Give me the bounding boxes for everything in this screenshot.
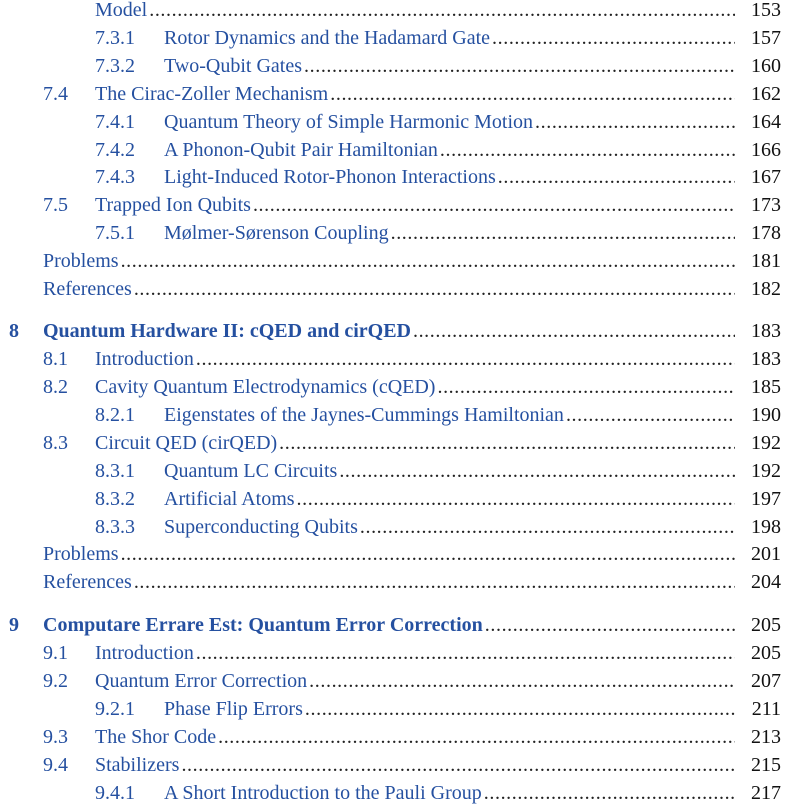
entry-number: 8.2.1: [95, 404, 135, 426]
page-number: 160: [751, 55, 781, 77]
dot-leader: [149, 0, 735, 24]
page-number: 207: [751, 670, 781, 692]
page-number: 178: [751, 222, 781, 244]
toc-entry[interactable]: [0, 108, 800, 136]
page-number: 192: [751, 460, 781, 482]
entry-title-link[interactable]: Introduction: [95, 642, 194, 664]
toc-entry[interactable]: [0, 639, 800, 667]
entry-title-link[interactable]: Trapped Ion Qubits: [95, 194, 251, 216]
page-number: 211: [751, 698, 781, 720]
entry-number: 9.4: [43, 754, 68, 776]
entry-title-link[interactable]: References: [43, 571, 132, 593]
entry-number: 8.2: [43, 376, 68, 398]
toc-entry[interactable]: [0, 24, 800, 52]
entry-title-link[interactable]: Mølmer-Sørenson Coupling: [164, 222, 389, 244]
entry-number: 9: [9, 614, 19, 636]
entry-number: 7.4.3: [95, 166, 135, 188]
dot-leader: [181, 751, 735, 779]
toc-entry[interactable]: [0, 401, 800, 429]
toc-entry[interactable]: [0, 667, 800, 695]
toc-entry[interactable]: [0, 373, 800, 401]
toc-entry[interactable]: [0, 80, 800, 108]
dot-leader: [279, 429, 735, 457]
page-number: 217: [751, 782, 781, 804]
entry-title-link[interactable]: Circuit QED (cirQED): [95, 432, 278, 454]
entry-title-link[interactable]: References: [43, 278, 132, 300]
page-number: 201: [751, 543, 781, 565]
dot-leader: [566, 401, 735, 429]
dot-leader: [196, 639, 735, 667]
dot-leader: [297, 485, 735, 513]
page-number: 204: [751, 571, 781, 593]
page-number: 205: [751, 642, 781, 664]
entry-title-link[interactable]: Eigenstates of the Jaynes-Cummings Hamiltonian: [164, 404, 564, 426]
toc-entry[interactable]: [0, 163, 800, 191]
entry-title-link[interactable]: The Shor Code: [95, 726, 217, 748]
dot-leader: [196, 345, 735, 373]
dot-leader: [309, 667, 735, 695]
entry-title-link[interactable]: Quantum Hardware II: cQED and cirQED: [43, 320, 411, 342]
entry-title-link[interactable]: A Short Introduction to the Pauli Group: [164, 782, 482, 804]
entry-number: 9.4.1: [95, 782, 135, 804]
backmatter-entry[interactable]: [0, 568, 800, 596]
dot-leader: [413, 317, 735, 345]
entry-number: 8.3.2: [95, 488, 135, 510]
dot-leader: [304, 52, 735, 80]
dot-leader: [121, 247, 735, 275]
page-number: 185: [751, 376, 781, 398]
page-number: 198: [751, 516, 781, 538]
toc-entry[interactable]: [0, 219, 800, 247]
toc-entry[interactable]: [0, 52, 800, 80]
entry-number: 8.1: [43, 348, 68, 370]
dot-leader: [492, 24, 735, 52]
entry-number: 8.3: [43, 432, 68, 454]
page-number: 192: [751, 432, 781, 454]
entry-number: 9.2.1: [95, 698, 135, 720]
page-number: 183: [751, 348, 781, 370]
entry-title-link[interactable]: Two-Qubit Gates: [164, 55, 303, 77]
entry-title-link[interactable]: The Cirac-Zoller Mechanism: [95, 83, 329, 105]
page-number: 164: [751, 111, 781, 133]
page-number: 213: [751, 726, 781, 748]
page-number: 162: [751, 83, 781, 105]
toc-entry[interactable]: [0, 779, 800, 807]
entry-number: 7.5: [43, 194, 68, 216]
toc-entry[interactable]: [0, 485, 800, 513]
toc-entry[interactable]: [0, 429, 800, 457]
entry-title-link[interactable]: Artificial Atoms: [164, 488, 295, 510]
toc-entry[interactable]: [0, 695, 800, 723]
page-number: 181: [751, 250, 781, 272]
page-number: 182: [751, 278, 781, 300]
entry-title-link[interactable]: Quantum LC Circuits: [164, 460, 338, 482]
dot-leader: [305, 695, 735, 723]
toc-entry[interactable]: [0, 191, 800, 219]
toc-entry[interactable]: [0, 136, 800, 164]
page-number: 157: [751, 27, 781, 49]
chapter-entry[interactable]: [0, 611, 800, 639]
dot-leader: [253, 191, 735, 219]
dot-leader: [498, 163, 735, 191]
entry-title-link[interactable]: Stabilizers: [95, 754, 180, 776]
entry-number: 7.4: [43, 83, 68, 105]
page-number: 173: [751, 194, 781, 216]
page-number: 167: [751, 166, 781, 188]
toc-entry[interactable]: [0, 513, 800, 541]
toc-entry[interactable]: [0, 457, 800, 485]
entry-number: 9.3: [43, 726, 68, 748]
toc-entry[interactable]: [0, 723, 800, 751]
page-number: 215: [751, 754, 781, 776]
dot-leader: [391, 219, 735, 247]
dot-leader: [134, 568, 735, 596]
entry-title-link[interactable]: Model: [95, 0, 148, 21]
dot-leader: [134, 275, 735, 303]
page-number: 153: [751, 0, 781, 21]
backmatter-entry[interactable]: [0, 540, 800, 568]
dot-leader: [485, 611, 735, 639]
entry-number: 7.3.2: [95, 55, 135, 77]
backmatter-entry[interactable]: [0, 247, 800, 275]
entry-title-link[interactable]: Computare Errare Est: Quantum Error Correction: [43, 614, 483, 636]
page-number: 183: [751, 320, 781, 342]
dot-leader: [437, 373, 735, 401]
entry-title-link[interactable]: Quantum Theory of Simple Harmonic Motion: [164, 111, 534, 133]
entry-title-link[interactable]: Rotor Dynamics and the Hadamard Gate: [164, 27, 491, 49]
entry-title-link[interactable]: Light-Induced Rotor-Phonon Interactions: [164, 166, 496, 188]
page-number: 197: [751, 488, 781, 510]
page-number: 166: [751, 139, 781, 161]
dot-leader: [330, 80, 735, 108]
entry-number: 8.3.1: [95, 460, 135, 482]
entry-number: 7.5.1: [95, 222, 135, 244]
page-number: 205: [751, 614, 781, 636]
entry-title-link[interactable]: Superconducting Qubits: [164, 516, 358, 538]
entry-number: 7.4.2: [95, 139, 135, 161]
backmatter-entry[interactable]: [0, 275, 800, 303]
entry-title-link[interactable]: Introduction: [95, 348, 194, 370]
entry-number: 7.4.1: [95, 111, 135, 133]
dot-leader: [484, 779, 735, 807]
dot-leader: [218, 723, 735, 751]
entry-title-link[interactable]: Problems: [43, 543, 119, 565]
entry-number: 9.1: [43, 642, 68, 664]
dot-leader: [121, 540, 735, 568]
entry-title-link[interactable]: Problems: [43, 250, 119, 272]
entry-number: 7.3.1: [95, 27, 135, 49]
entry-number: 9.2: [43, 670, 68, 692]
entry-title-link[interactable]: Phase Flip Errors: [164, 698, 303, 720]
toc-entry[interactable]: [0, 345, 800, 373]
entry-title-link[interactable]: A Phonon-Qubit Pair Hamiltonian: [164, 139, 438, 161]
entry-title-link[interactable]: Quantum Error Correction: [95, 670, 308, 692]
dot-leader: [360, 513, 735, 541]
toc-entry[interactable]: [0, 751, 800, 779]
entry-number: 8: [9, 320, 19, 342]
entry-number: 8.3.3: [95, 516, 135, 538]
toc-entry[interactable]: [0, 0, 800, 24]
page-number: 190: [751, 404, 781, 426]
chapter-entry[interactable]: [0, 317, 800, 345]
dot-leader: [440, 136, 735, 164]
dot-leader: [339, 457, 735, 485]
entry-title-link[interactable]: Cavity Quantum Electrodynamics (cQED): [95, 376, 436, 398]
dot-leader: [535, 108, 735, 136]
